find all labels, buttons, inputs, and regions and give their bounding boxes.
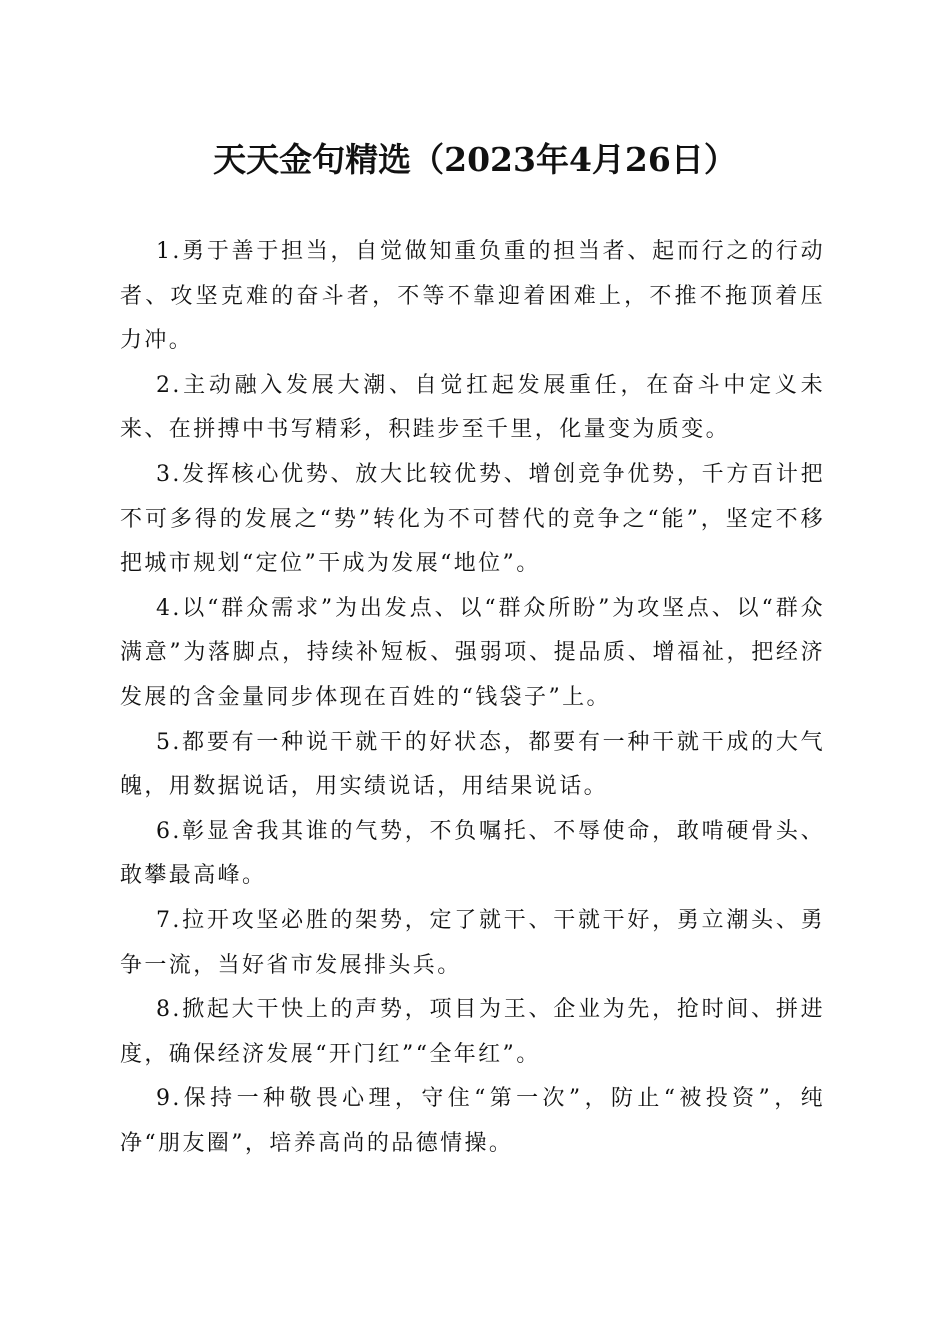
paragraph-1: 1.勇于善于担当，自觉做知重负重的担当者、起而行之的行动者、攻坚克难的奋斗者，不等不靠迎着困难上，不推不拖顶着压力冲。 bbox=[120, 239, 825, 354]
paragraph-2: 2.主动融入发展大潮、自觉扛起发展重任，在奋斗中定义未来、在拼搏中书写精彩，积跬步至千里，化量变为质变。 bbox=[120, 372, 825, 443]
paragraph-3: 3.发挥核心优势、放大比较优势、增创竞争优势，千方百计把不可多得的发展之“势”转化为不可替代的竞争之“能”，坚定不移把城市规划“定位”干成为发展“地位”。 bbox=[120, 461, 825, 577]
paragraph-6: 6.彰显舍我其谁的气势，不负嘱托、不辱使命，敢啃硬骨头、敢攀最高峰。 bbox=[120, 818, 825, 889]
paragraph-5: 5.都要有一种说干就干的好状态，都要有一种干就干成的大气魄，用数据说话，用实绩说话，用结果说话。 bbox=[120, 729, 825, 800]
document-body bbox=[120, 230, 825, 1166]
paragraph-7: 7.拉开攻坚必胜的架势，定了就干、干就干好，勇立潮头、勇争一流，当好省市发展排头兵。 bbox=[120, 907, 825, 978]
document-title: 天天金句精选（2023年4月26日） bbox=[213, 140, 737, 179]
paragraph-9: 9.保持一种敬畏心理，守住“第一次”，防止“被投资”，纯净“朋友圈”，培养高尚的品德情操。 bbox=[120, 1086, 825, 1156]
paragraph-8: 8.掀起大干快上的声势，项目为王、企业为先，抢时间、拼进度，确保经济发展“开门红”“全年红”。 bbox=[120, 997, 825, 1067]
paragraph-4: 4.以“群众需求”为出发点、以“群众所盼”为攻坚点、以“群众满意”为落脚点，持续补短板、强弱项、提品质、增福祉，把经济发展的含金量同步体现在百姓的“钱袋子”上。 bbox=[120, 595, 825, 710]
